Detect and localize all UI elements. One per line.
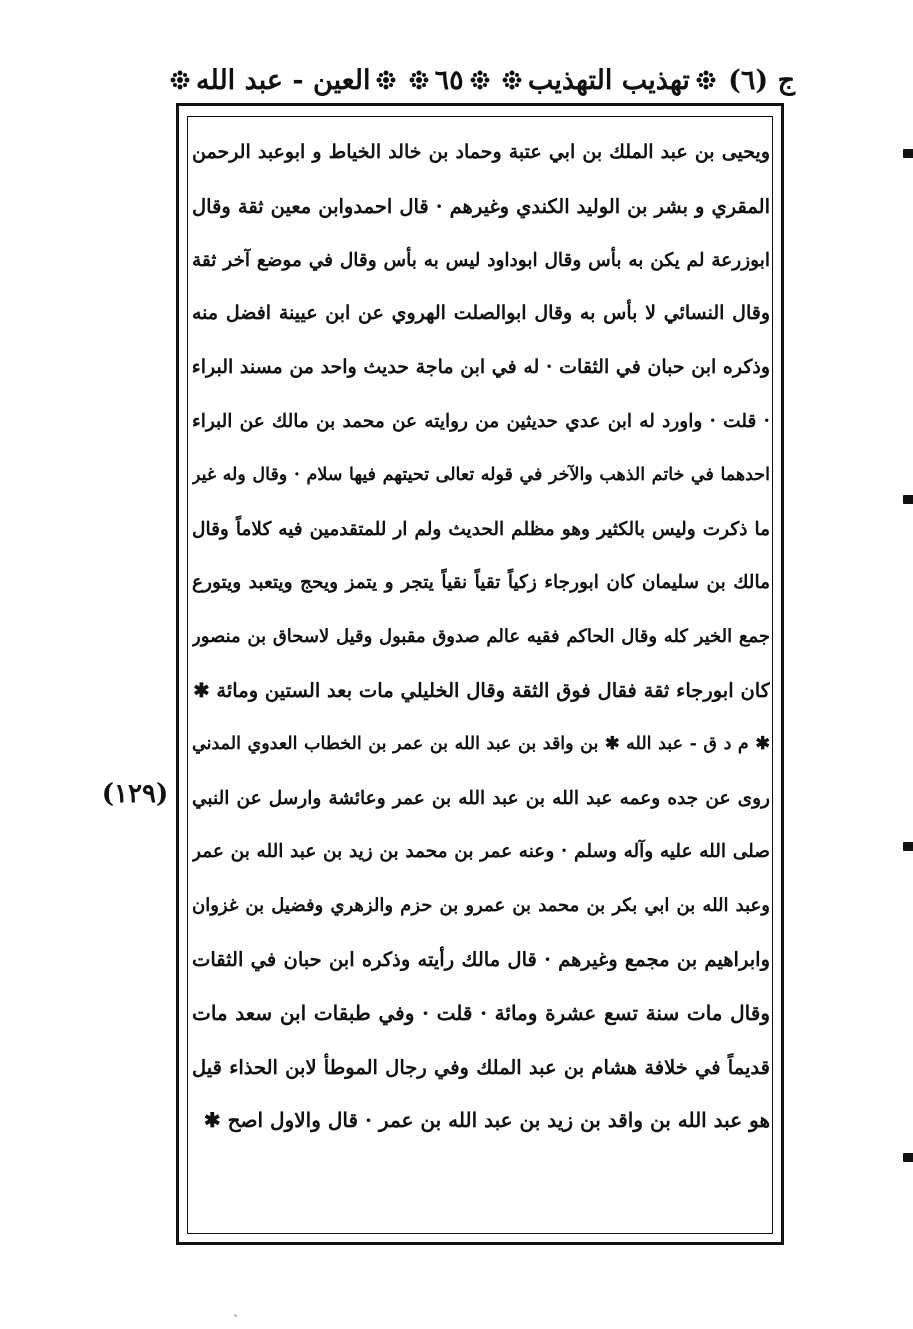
text-line: روى عن جده وعمه عبد الله بن عبد الله بن عمر وعائشة وارسل عن النبي: [192, 787, 770, 809]
flower-ornament-icon: [170, 70, 190, 90]
text-line: جمع الخير كله وقال الحاكم فقيه عالم صدوق مقبول وقيل لاسحاق بن منصور: [192, 626, 770, 648]
page-number: ٦٥: [434, 64, 464, 96]
text-line: المقري و بشر بن الوليد الكندي وغيرهم · قال احمدوابن معين ثقة وقال: [192, 194, 770, 218]
text-line: وذكره ابن حبان في الثقات · له في ابن ماجة حديث واحد من مسند البراء: [192, 356, 770, 379]
page-number-group: [409, 65, 490, 96]
entry-number: (١٢٩): [101, 779, 169, 809]
text-line: قديماً في خلافة هشام بن عبد الملك وفي رجال الموطأ لابن الحذاء قيل: [192, 1055, 770, 1079]
scan-speck: [234, 1314, 237, 1317]
margin-tab-marker: [903, 495, 913, 504]
body-text: [192, 126, 770, 1148]
text-line: وقال مات سنة تسع عشرة ومائة · قلت · وفي طبقات ابن سعد مات: [192, 1000, 770, 1025]
flower-ornament-icon: [502, 70, 522, 90]
text-line: وابراهيم بن مجمع وغيرهم · قال مالك رأيته وذكره ابن حبان في الثقات: [192, 947, 770, 971]
text-line: هو عبد الله بن واقد بن زيد بن عبد الله بن عمر · قال والاول اصح ✱: [203, 1108, 770, 1133]
flower-ornament-icon: [696, 70, 716, 90]
flower-ornament-icon: [470, 70, 490, 90]
running-header: [170, 60, 795, 100]
text-line: كان ابورجاء ثقة فقال فوق الثقة وقال الخليلي مات بعد الستين ومائة ✱: [193, 678, 770, 702]
text-line: صلى الله عليه وآله وسلم · وعنه عمر بن محمد بن زيد بن عبد الله بن عمر: [192, 841, 770, 863]
margin-tab-marker: [903, 149, 913, 158]
text-line: ويحيى بن عبد الملك بن ابي عتبة وحماد بن خالد الخياط و ابوعبد الرحمن: [192, 141, 770, 163]
text-line: ما ذكرت وليس بالكثير وهو مظلم الحديث ولم ار للمتقدمين فيه كلاماً وقال: [192, 518, 770, 540]
text-line: وقال النسائي لا بأس به وقال ابوالصلت الهروي عن ابن عيينة افضل منه: [192, 302, 770, 325]
margin-tab-marker: [903, 842, 913, 851]
text-line: احدهما في خاتم الذهب والآخر في قوله تعالى تحيتهم فيها سلام · وقال وله غير: [192, 464, 770, 485]
entry-heading-line: ✱ م د ق - عبد الله ✱ بن واقد بن عبد الله بن عمر بن الخطاب العدوي المدني: [192, 733, 770, 754]
flower-ornament-icon: [376, 70, 396, 90]
section-title-group: [170, 65, 396, 96]
volume-label: ج (٦): [728, 64, 795, 96]
margin-tab-marker: [903, 1153, 913, 1162]
book-title: تهذيب التهذيب: [527, 64, 690, 96]
section-title: العين - عبد الله: [196, 64, 371, 96]
text-line: مالك بن سليمان كان ابورجاء زكياً تقياً نقياً يتجر و يتمز ويحج ويتعبد ويتورع: [192, 572, 770, 594]
text-line: وعبد الله بن ابي بكر بن محمد بن عمرو بن حزم والزهري وفضيل بن غزوان: [192, 895, 770, 917]
text-line: · قلت · واورد له ابن عدي حديثين من روايته عن محمد بن مالك عن البراء: [192, 410, 770, 432]
book-title-group: [502, 65, 716, 96]
flower-ornament-icon: [409, 70, 429, 90]
text-line: ابوزرعة لم يكن به بأس وقال ابوداود ليس به بأس وقال في موضع آخر ثقة: [192, 249, 770, 271]
